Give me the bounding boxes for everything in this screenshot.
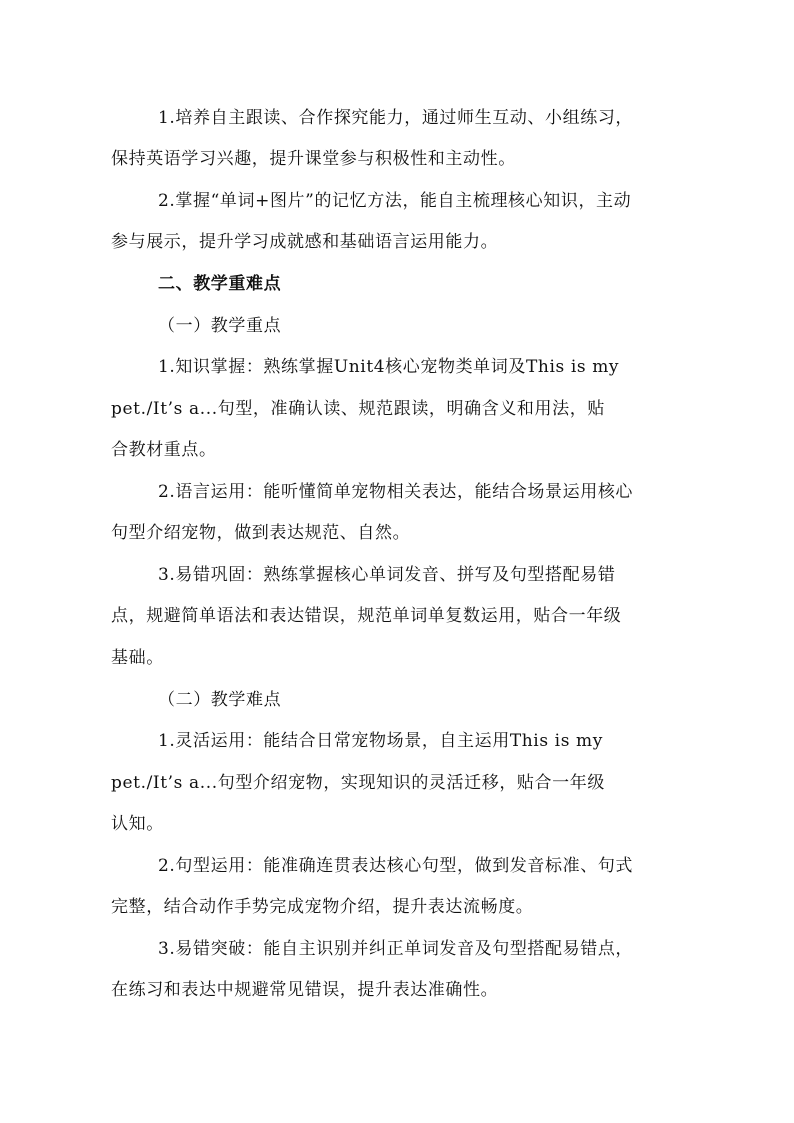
section-heading: 二、教学重难点 (158, 274, 282, 294)
key-point-3-line-1: 3.易错巩固：熟练掌握核心单词发音、拼写及句型搭配易错 (158, 565, 616, 585)
objective-1-line-1: 1.培养自主跟读、合作探究能力，通过师生互动、小组练习， (158, 108, 634, 128)
difficulty-3-line-2: 在练习和表达中规避常见错误，提升表达准确性。 (111, 980, 499, 1000)
key-points-heading: （一）教学重点 (158, 316, 282, 336)
key-point-1-line-2: pet./It’s a...句型，准确认读、规范跟读，明确含义和用法，贴 (111, 399, 605, 419)
difficulty-3-line-1: 3.易错突破：能自主识别并纠正单词发音及句型搭配易错点， (158, 939, 634, 959)
difficulty-1-line-1: 1.灵活运用：能结合日常宠物场景，自主运用This is my (158, 731, 603, 751)
key-point-2-line-2: 句型介绍宠物，做到表达规范、自然。 (111, 523, 411, 543)
key-point-2-line-1: 2.语言运用：能听懂简单宠物相关表达，能结合场景运用核心 (158, 482, 634, 502)
objective-1-line-2: 保持英语学习兴趣，提升课堂参与积极性和主动性。 (111, 149, 516, 169)
difficulty-1-line-3: 认知。 (111, 814, 164, 834)
key-point-3-line-2: 点，规避简单语法和表达错误，规范单词单复数运用，贴合一年级 (111, 606, 622, 626)
key-point-3-line-3: 基础。 (111, 648, 164, 668)
objective-2-line-1: 2.掌握“单词+图片”的记忆方法，能自主梳理核心知识，主动 (158, 191, 632, 211)
difficulty-1-line-2: pet./It’s a...句型介绍宠物，实现知识的灵活迁移，贴合一年级 (111, 773, 605, 793)
key-point-1-line-1: 1.知识掌握：熟练掌握Unit4核心宠物类单词及This is my (158, 357, 620, 377)
difficulty-2-line-2: 完整，结合动作手势完成宠物介绍，提升表达流畅度。 (111, 897, 534, 917)
difficulties-heading: （二）教学难点 (158, 690, 282, 710)
objective-2-line-2: 参与展示，提升学习成就感和基础语言运用能力。 (111, 232, 499, 252)
difficulty-2-line-1: 2.句型运用：能准确连贯表达核心句型，做到发音标准、句式 (158, 856, 634, 876)
key-point-1-line-3: 合教材重点。 (111, 440, 217, 460)
